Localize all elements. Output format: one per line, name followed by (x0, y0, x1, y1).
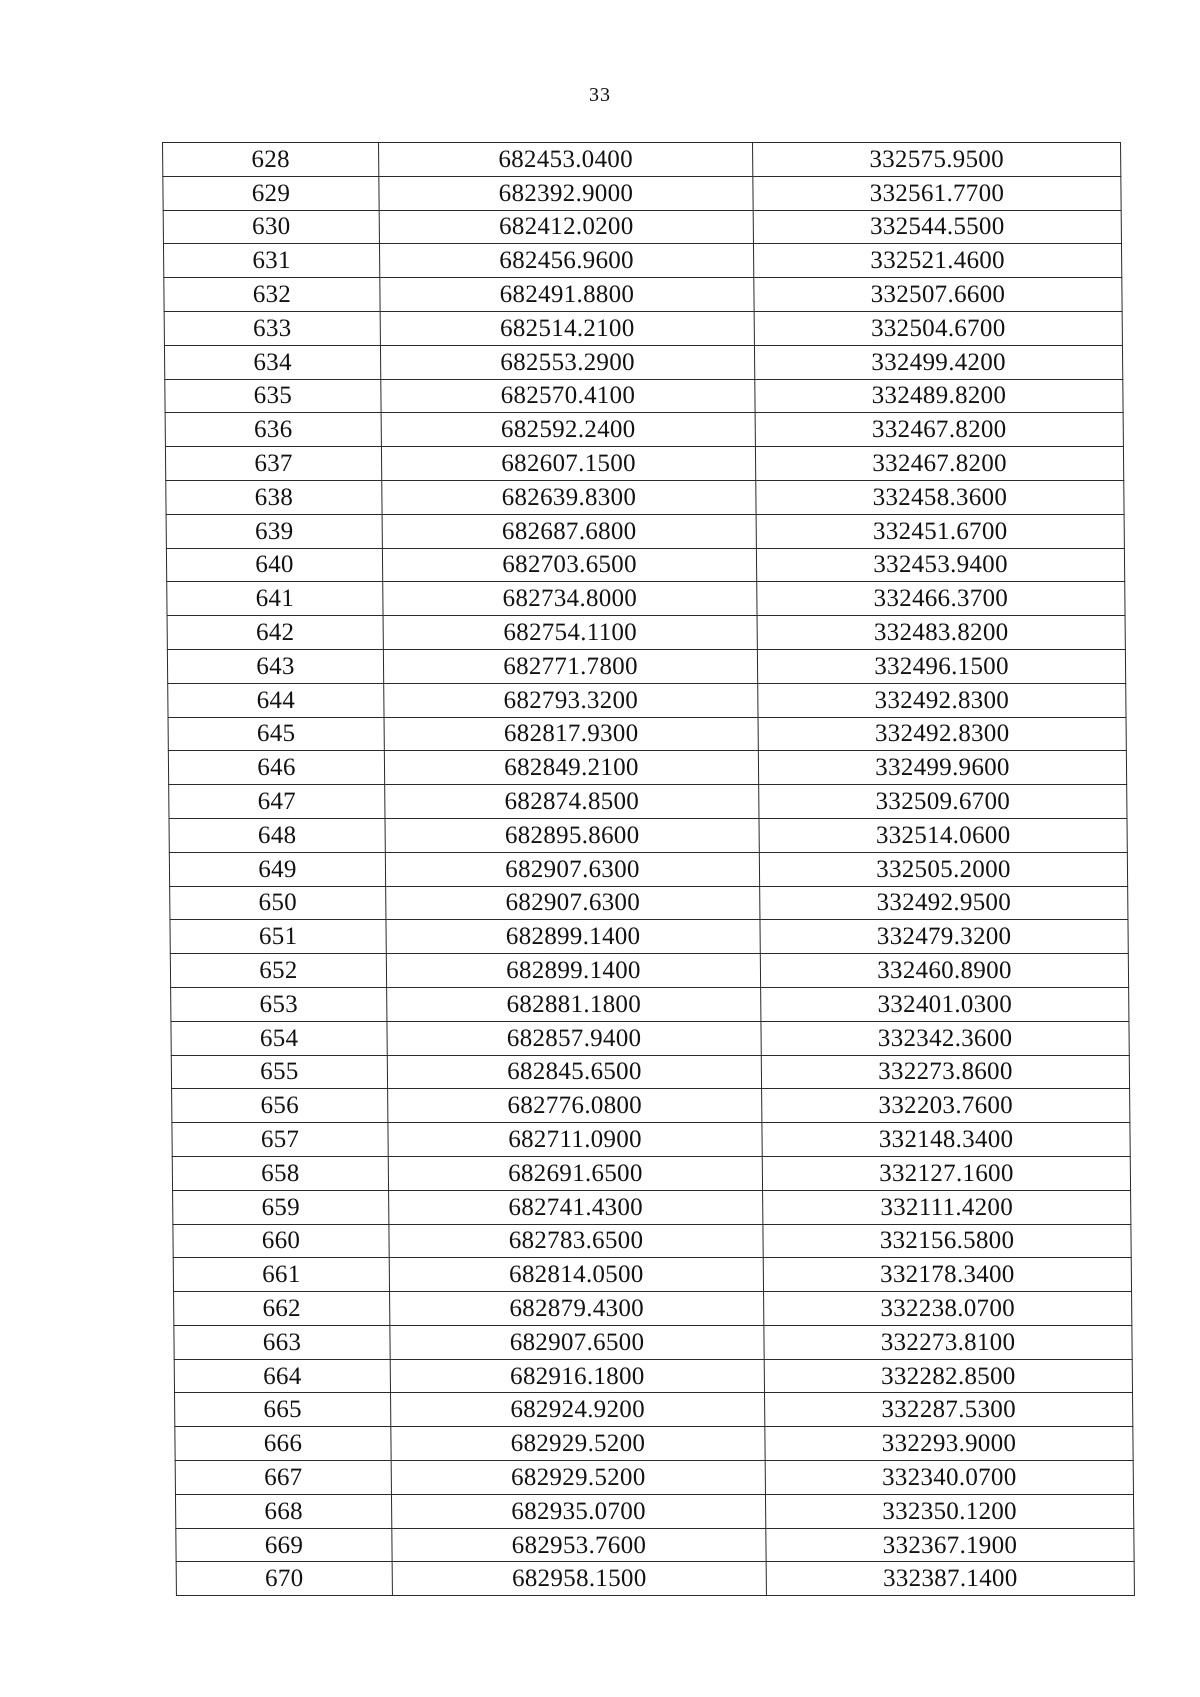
point-number-cell: 665 (175, 1393, 391, 1427)
table-row (170, 886, 1128, 920)
table-row (172, 1156, 1130, 1190)
y-coordinate-cell: 332483.8200 (757, 616, 1125, 650)
x-coordinate-cell: 682456.9600 (379, 244, 753, 278)
point-number-cell: 648 (169, 818, 385, 852)
point-number-cell: 638 (166, 480, 382, 514)
table-row (173, 1224, 1131, 1258)
y-coordinate-cell: 332453.9400 (756, 548, 1124, 582)
table-row (169, 818, 1127, 852)
table-row (175, 1427, 1133, 1461)
table-row (175, 1393, 1133, 1427)
table-row (170, 920, 1128, 954)
point-number-cell: 654 (171, 1021, 387, 1055)
table-row (167, 649, 1125, 683)
point-number-cell: 632 (164, 278, 380, 312)
y-coordinate-cell: 332273.8100 (764, 1325, 1132, 1359)
x-coordinate-cell: 682734.8000 (383, 582, 757, 616)
table-row (166, 548, 1124, 582)
point-number-cell: 636 (165, 413, 381, 447)
x-coordinate-cell: 682857.9400 (387, 1021, 761, 1055)
point-number-cell: 640 (166, 548, 382, 582)
x-coordinate-cell: 682570.4100 (381, 379, 755, 413)
point-number-cell: 667 (175, 1461, 391, 1495)
point-number-cell: 639 (166, 514, 382, 548)
y-coordinate-cell: 332507.6600 (754, 278, 1122, 312)
x-coordinate-cell: 682453.0400 (379, 143, 753, 177)
point-number-cell: 655 (171, 1055, 387, 1089)
x-coordinate-cell: 682916.1800 (390, 1359, 764, 1393)
x-coordinate-cell: 682514.2100 (380, 311, 754, 345)
y-coordinate-cell: 332467.8200 (755, 413, 1123, 447)
x-coordinate-cell: 682881.1800 (387, 987, 761, 1021)
x-coordinate-cell: 682895.8600 (385, 818, 759, 852)
point-number-cell: 660 (173, 1224, 389, 1258)
x-coordinate-cell: 682607.1500 (381, 447, 755, 481)
coordinates-table-body (163, 143, 1135, 1596)
table-row (163, 210, 1121, 244)
x-coordinate-cell: 682412.0200 (379, 210, 753, 244)
point-number-cell: 633 (164, 311, 380, 345)
x-coordinate-cell: 682899.1400 (386, 954, 760, 988)
table-row (163, 244, 1121, 278)
point-number-cell: 663 (174, 1325, 390, 1359)
y-coordinate-cell: 332492.8300 (758, 683, 1126, 717)
y-coordinate-cell: 332521.4600 (753, 244, 1121, 278)
point-number-cell: 641 (167, 582, 383, 616)
x-coordinate-cell: 682691.6500 (388, 1156, 762, 1190)
x-coordinate-cell: 682639.8300 (382, 480, 756, 514)
y-coordinate-cell: 332287.5300 (765, 1393, 1133, 1427)
x-coordinate-cell: 682592.2400 (381, 413, 755, 447)
point-number-cell: 649 (169, 852, 385, 886)
table-row (172, 1089, 1130, 1123)
x-coordinate-cell: 682814.0500 (389, 1258, 763, 1292)
point-number-cell: 650 (170, 886, 386, 920)
point-number-cell: 659 (173, 1190, 389, 1224)
point-number-cell: 635 (165, 379, 381, 413)
x-coordinate-cell: 682879.4300 (390, 1292, 764, 1326)
point-number-cell: 658 (172, 1156, 388, 1190)
table-row (170, 954, 1128, 988)
y-coordinate-cell: 332561.7700 (753, 176, 1121, 210)
point-number-cell: 631 (163, 244, 379, 278)
x-coordinate-cell: 682929.5200 (391, 1427, 765, 1461)
table-row (171, 1021, 1129, 1055)
x-coordinate-cell: 682703.6500 (382, 548, 756, 582)
point-number-cell: 628 (163, 143, 379, 177)
table-row (174, 1359, 1132, 1393)
x-coordinate-cell: 682899.1400 (386, 920, 760, 954)
y-coordinate-cell: 332492.9500 (760, 886, 1128, 920)
point-number-cell: 642 (167, 616, 383, 650)
y-coordinate-cell: 332156.5800 (763, 1224, 1131, 1258)
y-coordinate-cell: 332479.3200 (760, 920, 1128, 954)
y-coordinate-cell: 332127.1600 (762, 1156, 1130, 1190)
point-number-cell: 629 (163, 176, 379, 210)
table-row (171, 1055, 1129, 1089)
page-number: 33 (589, 84, 611, 106)
coordinates-table (162, 142, 1135, 1596)
y-coordinate-cell: 332367.1900 (766, 1528, 1134, 1562)
table-row (168, 683, 1126, 717)
table-row (164, 311, 1122, 345)
table-row (174, 1325, 1132, 1359)
x-coordinate-cell: 682907.6300 (386, 886, 760, 920)
point-number-cell: 647 (169, 785, 385, 819)
y-coordinate-cell: 332273.8600 (761, 1055, 1129, 1089)
point-number-cell: 637 (165, 447, 381, 481)
point-number-cell: 662 (174, 1292, 390, 1326)
table-row (167, 616, 1125, 650)
table-row (166, 514, 1124, 548)
table-row (173, 1258, 1131, 1292)
point-number-cell: 669 (176, 1528, 392, 1562)
point-number-cell: 656 (172, 1089, 388, 1123)
point-number-cell: 630 (163, 210, 379, 244)
x-coordinate-cell: 682907.6300 (385, 852, 759, 886)
x-coordinate-cell: 682929.5200 (391, 1461, 765, 1495)
table-row (168, 751, 1126, 785)
x-coordinate-cell: 682711.0900 (388, 1123, 762, 1157)
y-coordinate-cell: 332148.3400 (762, 1123, 1130, 1157)
y-coordinate-cell: 332458.3600 (756, 480, 1124, 514)
y-coordinate-cell: 332350.1200 (765, 1494, 1133, 1528)
y-coordinate-cell: 332499.4200 (754, 345, 1122, 379)
point-number-cell: 670 (176, 1562, 392, 1596)
point-number-cell: 664 (174, 1359, 390, 1393)
point-number-cell: 652 (170, 954, 386, 988)
table-row (172, 1123, 1130, 1157)
point-number-cell: 646 (168, 751, 384, 785)
x-coordinate-cell: 682783.6500 (389, 1224, 763, 1258)
point-number-cell: 634 (164, 345, 380, 379)
x-coordinate-cell: 682817.9300 (384, 717, 758, 751)
y-coordinate-cell: 332504.6700 (754, 311, 1122, 345)
y-coordinate-cell: 332387.1400 (766, 1562, 1134, 1596)
table-row (164, 345, 1122, 379)
table-row (163, 176, 1121, 210)
y-coordinate-cell: 332489.8200 (755, 379, 1123, 413)
x-coordinate-cell: 682687.6800 (382, 514, 756, 548)
x-coordinate-cell: 682924.9200 (391, 1393, 765, 1427)
y-coordinate-cell: 332544.5500 (753, 210, 1121, 244)
table-row (175, 1461, 1133, 1495)
x-coordinate-cell: 682958.1500 (392, 1562, 766, 1596)
point-number-cell: 668 (175, 1494, 391, 1528)
x-coordinate-cell: 682935.0700 (391, 1494, 765, 1528)
x-coordinate-cell: 682741.4300 (389, 1190, 763, 1224)
y-coordinate-cell: 332111.4200 (763, 1190, 1131, 1224)
table-row (173, 1190, 1131, 1224)
x-coordinate-cell: 682491.8800 (380, 278, 754, 312)
y-coordinate-cell: 332451.6700 (756, 514, 1124, 548)
y-coordinate-cell: 332499.9600 (758, 751, 1126, 785)
y-coordinate-cell: 332340.0700 (765, 1461, 1133, 1495)
y-coordinate-cell: 332293.9000 (765, 1427, 1133, 1461)
table-row (163, 143, 1121, 177)
y-coordinate-cell: 332575.9500 (753, 143, 1121, 177)
y-coordinate-cell: 332401.0300 (761, 987, 1129, 1021)
x-coordinate-cell: 682845.6500 (387, 1055, 761, 1089)
y-coordinate-cell: 332492.8300 (758, 717, 1126, 751)
y-coordinate-cell: 332466.3700 (757, 582, 1125, 616)
table-row (169, 785, 1127, 819)
table-row (164, 278, 1122, 312)
table-row (169, 852, 1127, 886)
x-coordinate-cell: 682793.3200 (384, 683, 758, 717)
point-number-cell: 643 (167, 649, 383, 683)
y-coordinate-cell: 332238.0700 (764, 1292, 1132, 1326)
table-row (167, 582, 1125, 616)
point-number-cell: 651 (170, 920, 386, 954)
x-coordinate-cell: 682907.6500 (390, 1325, 764, 1359)
point-number-cell: 644 (168, 683, 384, 717)
y-coordinate-cell: 332514.0600 (759, 818, 1127, 852)
y-coordinate-cell: 332203.7600 (762, 1089, 1130, 1123)
point-number-cell: 661 (173, 1258, 389, 1292)
x-coordinate-cell: 682553.2900 (380, 345, 754, 379)
y-coordinate-cell: 332342.3600 (761, 1021, 1129, 1055)
x-coordinate-cell: 682776.0800 (388, 1089, 762, 1123)
y-coordinate-cell: 332460.8900 (760, 954, 1128, 988)
table-row (166, 480, 1124, 514)
x-coordinate-cell: 682754.1100 (383, 616, 757, 650)
x-coordinate-cell: 682874.8500 (385, 785, 759, 819)
y-coordinate-cell: 332467.8200 (755, 447, 1123, 481)
y-coordinate-cell: 332178.3400 (763, 1258, 1131, 1292)
point-number-cell: 645 (168, 717, 384, 751)
x-coordinate-cell: 682849.2100 (384, 751, 758, 785)
y-coordinate-cell: 332282.8500 (764, 1359, 1132, 1393)
y-coordinate-cell: 332509.6700 (759, 785, 1127, 819)
table-row (176, 1562, 1134, 1596)
x-coordinate-cell: 682771.7800 (383, 649, 757, 683)
point-number-cell: 657 (172, 1123, 388, 1157)
table-row (165, 447, 1123, 481)
table-row (165, 413, 1123, 447)
y-coordinate-cell: 332505.2000 (759, 852, 1127, 886)
y-coordinate-cell: 332496.1500 (757, 649, 1125, 683)
x-coordinate-cell: 682392.9000 (379, 176, 753, 210)
table-row (171, 987, 1129, 1021)
table-row (175, 1494, 1133, 1528)
point-number-cell: 666 (175, 1427, 391, 1461)
table-row (165, 379, 1123, 413)
table-row (174, 1292, 1132, 1326)
point-number-cell: 653 (171, 987, 387, 1021)
x-coordinate-cell: 682953.7600 (392, 1528, 766, 1562)
table-row (176, 1528, 1134, 1562)
table-row (168, 717, 1126, 751)
